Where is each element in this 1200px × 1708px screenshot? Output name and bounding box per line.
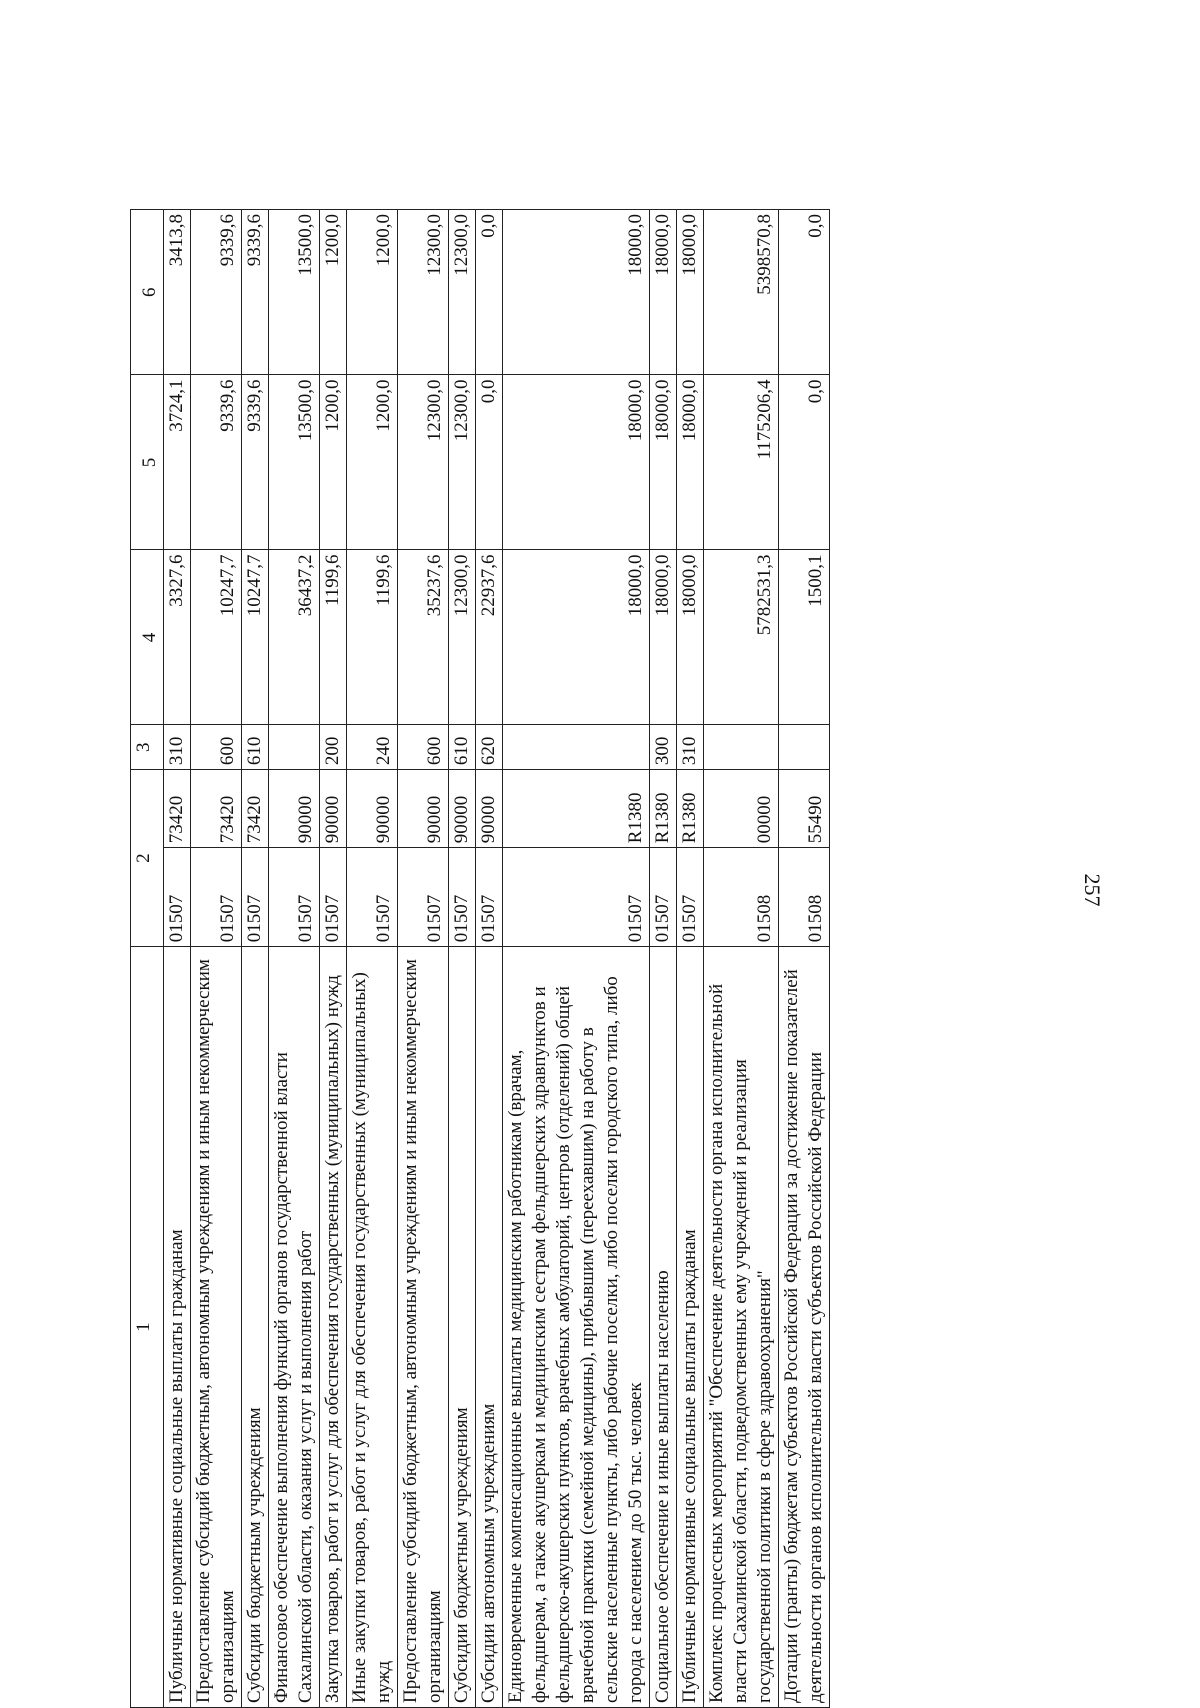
row-code-c-cell: 200: [320, 725, 347, 770]
row-value-5-cell: 12300,0: [398, 375, 449, 550]
row-code-c-cell: [269, 725, 320, 770]
row-code-a-cell: 01507: [191, 848, 242, 947]
row-value-5-cell: 13500,0: [269, 375, 320, 550]
row-value-6-cell: 18000,0: [503, 210, 650, 375]
header-col-2: 2: [131, 770, 164, 947]
row-code-c-cell: [779, 725, 830, 770]
header-col-6: 6: [131, 210, 164, 375]
rotated-page: [130, 209, 1030, 1708]
row-name-cell: Закупка товаров, работ и услуг для обеспечения государственных (муниципальных) нужд: [320, 947, 347, 1708]
row-code-a-cell: 01507: [677, 848, 704, 947]
row-code-c-cell: [704, 725, 779, 770]
row-name-cell: Публичные нормативные социальные выплаты гражданам: [677, 947, 704, 1708]
row-value-4-cell: 22937,6: [476, 550, 503, 725]
row-code-a-cell: 01507: [320, 848, 347, 947]
row-code-c-cell: 240: [347, 725, 398, 770]
table-row: [449, 210, 476, 1708]
row-code-b-cell: R1380: [650, 770, 677, 848]
row-name-cell: Предоставление субсидий бюджетным, автономным учреждениям и иным некоммерческим организациям: [398, 947, 449, 1708]
row-value-6-cell: 18000,0: [677, 210, 704, 375]
row-value-4-cell: 3327,6: [164, 550, 191, 725]
row-value-6-cell: 0,0: [779, 210, 830, 375]
row-value-4-cell: 5782531,3: [704, 550, 779, 725]
row-code-a-cell: 01507: [476, 848, 503, 947]
row-code-b-cell: 90000: [347, 770, 398, 848]
row-code-a-cell: 01507: [269, 848, 320, 947]
row-name-cell: Финансовое обеспечение выполнения функций органов государственной власти Сахалинской области, оказания услуг и выполнения работ: [269, 947, 320, 1708]
row-code-b-cell: 90000: [398, 770, 449, 848]
page-number: 257: [1080, 873, 1105, 907]
row-value-4-cell: 35237,6: [398, 550, 449, 725]
row-code-c-cell: 610: [242, 725, 269, 770]
row-name-cell: Субсидии бюджетным учреждениям: [242, 947, 269, 1708]
row-name-cell: Иные закупки товаров, работ и услуг для обеспечения государственных (муниципальных) нужд: [347, 947, 398, 1708]
table-row: [320, 210, 347, 1708]
table-row: [503, 210, 650, 1708]
row-value-4-cell: 1199,6: [320, 550, 347, 725]
row-code-a-cell: 01507: [398, 848, 449, 947]
row-value-4-cell: 36437,2: [269, 550, 320, 725]
row-code-a-cell: 01507: [650, 848, 677, 947]
row-code-b-cell: 90000: [269, 770, 320, 848]
table-row: [347, 210, 398, 1708]
row-value-6-cell: 3413,8: [164, 210, 191, 375]
row-name-cell: Комплекс процессных мероприятий "Обеспечение деятельности органа исполнительной власти Сахалинской области, подведомственных ему учреждений и реализация государственной политики в сфере здравоохранения": [704, 947, 779, 1708]
row-value-5-cell: 18000,0: [650, 375, 677, 550]
row-name-cell: Дотации (гранты) бюджетам субъектов Российской Федерации за достижение показателей деятельности органов исполнительной власти субъектов Российской Федерации: [779, 947, 830, 1708]
row-code-c-cell: [503, 725, 650, 770]
row-code-c-cell: 310: [164, 725, 191, 770]
row-value-4-cell: 12300,0: [449, 550, 476, 725]
row-value-5-cell: 3724,1: [164, 375, 191, 550]
budget-table: [130, 209, 830, 1708]
row-code-c-cell: 620: [476, 725, 503, 770]
row-value-6-cell: 9339,6: [242, 210, 269, 375]
row-code-a-cell: 01508: [779, 848, 830, 947]
table-row: [398, 210, 449, 1708]
budget-table-body: [131, 210, 830, 1708]
row-code-a-cell: 01507: [503, 848, 650, 947]
row-value-6-cell: 9339,6: [191, 210, 242, 375]
table-row: [476, 210, 503, 1708]
row-code-a-cell: 01508: [704, 848, 779, 947]
table-row: [779, 210, 830, 1708]
row-value-6-cell: 5398570,8: [704, 210, 779, 375]
row-code-a-cell: 01507: [164, 848, 191, 947]
row-name-cell: Социальное обеспечение и иные выплаты населению: [650, 947, 677, 1708]
row-value-5-cell: 0,0: [779, 375, 830, 550]
row-code-a-cell: 01507: [347, 848, 398, 947]
row-value-6-cell: 18000,0: [650, 210, 677, 375]
header-col-5: 5: [131, 375, 164, 550]
header-row: [131, 210, 164, 1708]
row-value-5-cell: 18000,0: [503, 375, 650, 550]
row-value-4-cell: 1199,6: [347, 550, 398, 725]
row-code-b-cell: 73420: [242, 770, 269, 848]
row-value-6-cell: 1200,0: [320, 210, 347, 375]
row-value-5-cell: 18000,0: [677, 375, 704, 550]
row-code-b-cell: R1380: [677, 770, 704, 848]
table-row: [191, 210, 242, 1708]
row-value-6-cell: 12300,0: [449, 210, 476, 375]
row-code-c-cell: 300: [650, 725, 677, 770]
row-value-6-cell: 13500,0: [269, 210, 320, 375]
row-name-cell: Субсидии автономным учреждениям: [476, 947, 503, 1708]
row-code-b-cell: 00000: [704, 770, 779, 848]
row-value-5-cell: 1200,0: [347, 375, 398, 550]
row-code-b-cell: 90000: [320, 770, 347, 848]
table-row: [704, 210, 779, 1708]
row-name-cell: Публичные нормативные социальные выплаты гражданам: [164, 947, 191, 1708]
row-name-cell: Субсидии бюджетным учреждениям: [449, 947, 476, 1708]
row-code-c-cell: 310: [677, 725, 704, 770]
row-value-5-cell: 9339,6: [191, 375, 242, 550]
row-name-cell: Единовременные компенсационные выплаты медицинским работникам (врачам, фельдшерам, а также акушеркам и медицинским сестрам фельдшерских здравпунктов и фельдшерско-акушерских пунктов, врачебных амбулаторий, центров (отделений) общей врачебной практики (семейной медицины), прибывшим (переехавшим) на работу в сельские населенные пункты, либо рабочие поселки, либо поселки городского типа, либо города с населением до 50 тыс. человек: [503, 947, 650, 1708]
row-value-6-cell: 1200,0: [347, 210, 398, 375]
row-value-4-cell: 10247,7: [191, 550, 242, 725]
header-col-1: 1: [131, 947, 164, 1708]
row-code-c-cell: 600: [398, 725, 449, 770]
row-code-a-cell: 01507: [242, 848, 269, 947]
row-code-a-cell: 01507: [449, 848, 476, 947]
row-value-4-cell: 1500,1: [779, 550, 830, 725]
row-code-b-cell: 73420: [164, 770, 191, 848]
row-code-b-cell: 73420: [191, 770, 242, 848]
row-code-b-cell: R1380: [503, 770, 650, 848]
row-code-c-cell: 600: [191, 725, 242, 770]
table-row: [242, 210, 269, 1708]
row-code-b-cell: 55490: [779, 770, 830, 848]
table-row: [269, 210, 320, 1708]
row-value-4-cell: 18000,0: [503, 550, 650, 725]
row-value-6-cell: 12300,0: [398, 210, 449, 375]
row-value-5-cell: 12300,0: [449, 375, 476, 550]
row-value-5-cell: 0,0: [476, 375, 503, 550]
table-row: [677, 210, 704, 1708]
row-name-cell: Предоставление субсидий бюджетным, автономным учреждениям и иным некоммерческим организациям: [191, 947, 242, 1708]
row-code-c-cell: 610: [449, 725, 476, 770]
row-value-5-cell: 1200,0: [320, 375, 347, 550]
row-value-4-cell: 18000,0: [650, 550, 677, 725]
row-value-5-cell: 9339,6: [242, 375, 269, 550]
row-code-b-cell: 90000: [476, 770, 503, 848]
row-value-6-cell: 0,0: [476, 210, 503, 375]
row-value-4-cell: 18000,0: [677, 550, 704, 725]
table-row: [650, 210, 677, 1708]
row-value-4-cell: 10247,7: [242, 550, 269, 725]
header-col-3: 3: [131, 725, 164, 770]
header-col-4: 4: [131, 550, 164, 725]
row-code-b-cell: 90000: [449, 770, 476, 848]
row-value-5-cell: 1175206,4: [704, 375, 779, 550]
table-row: [164, 210, 191, 1708]
